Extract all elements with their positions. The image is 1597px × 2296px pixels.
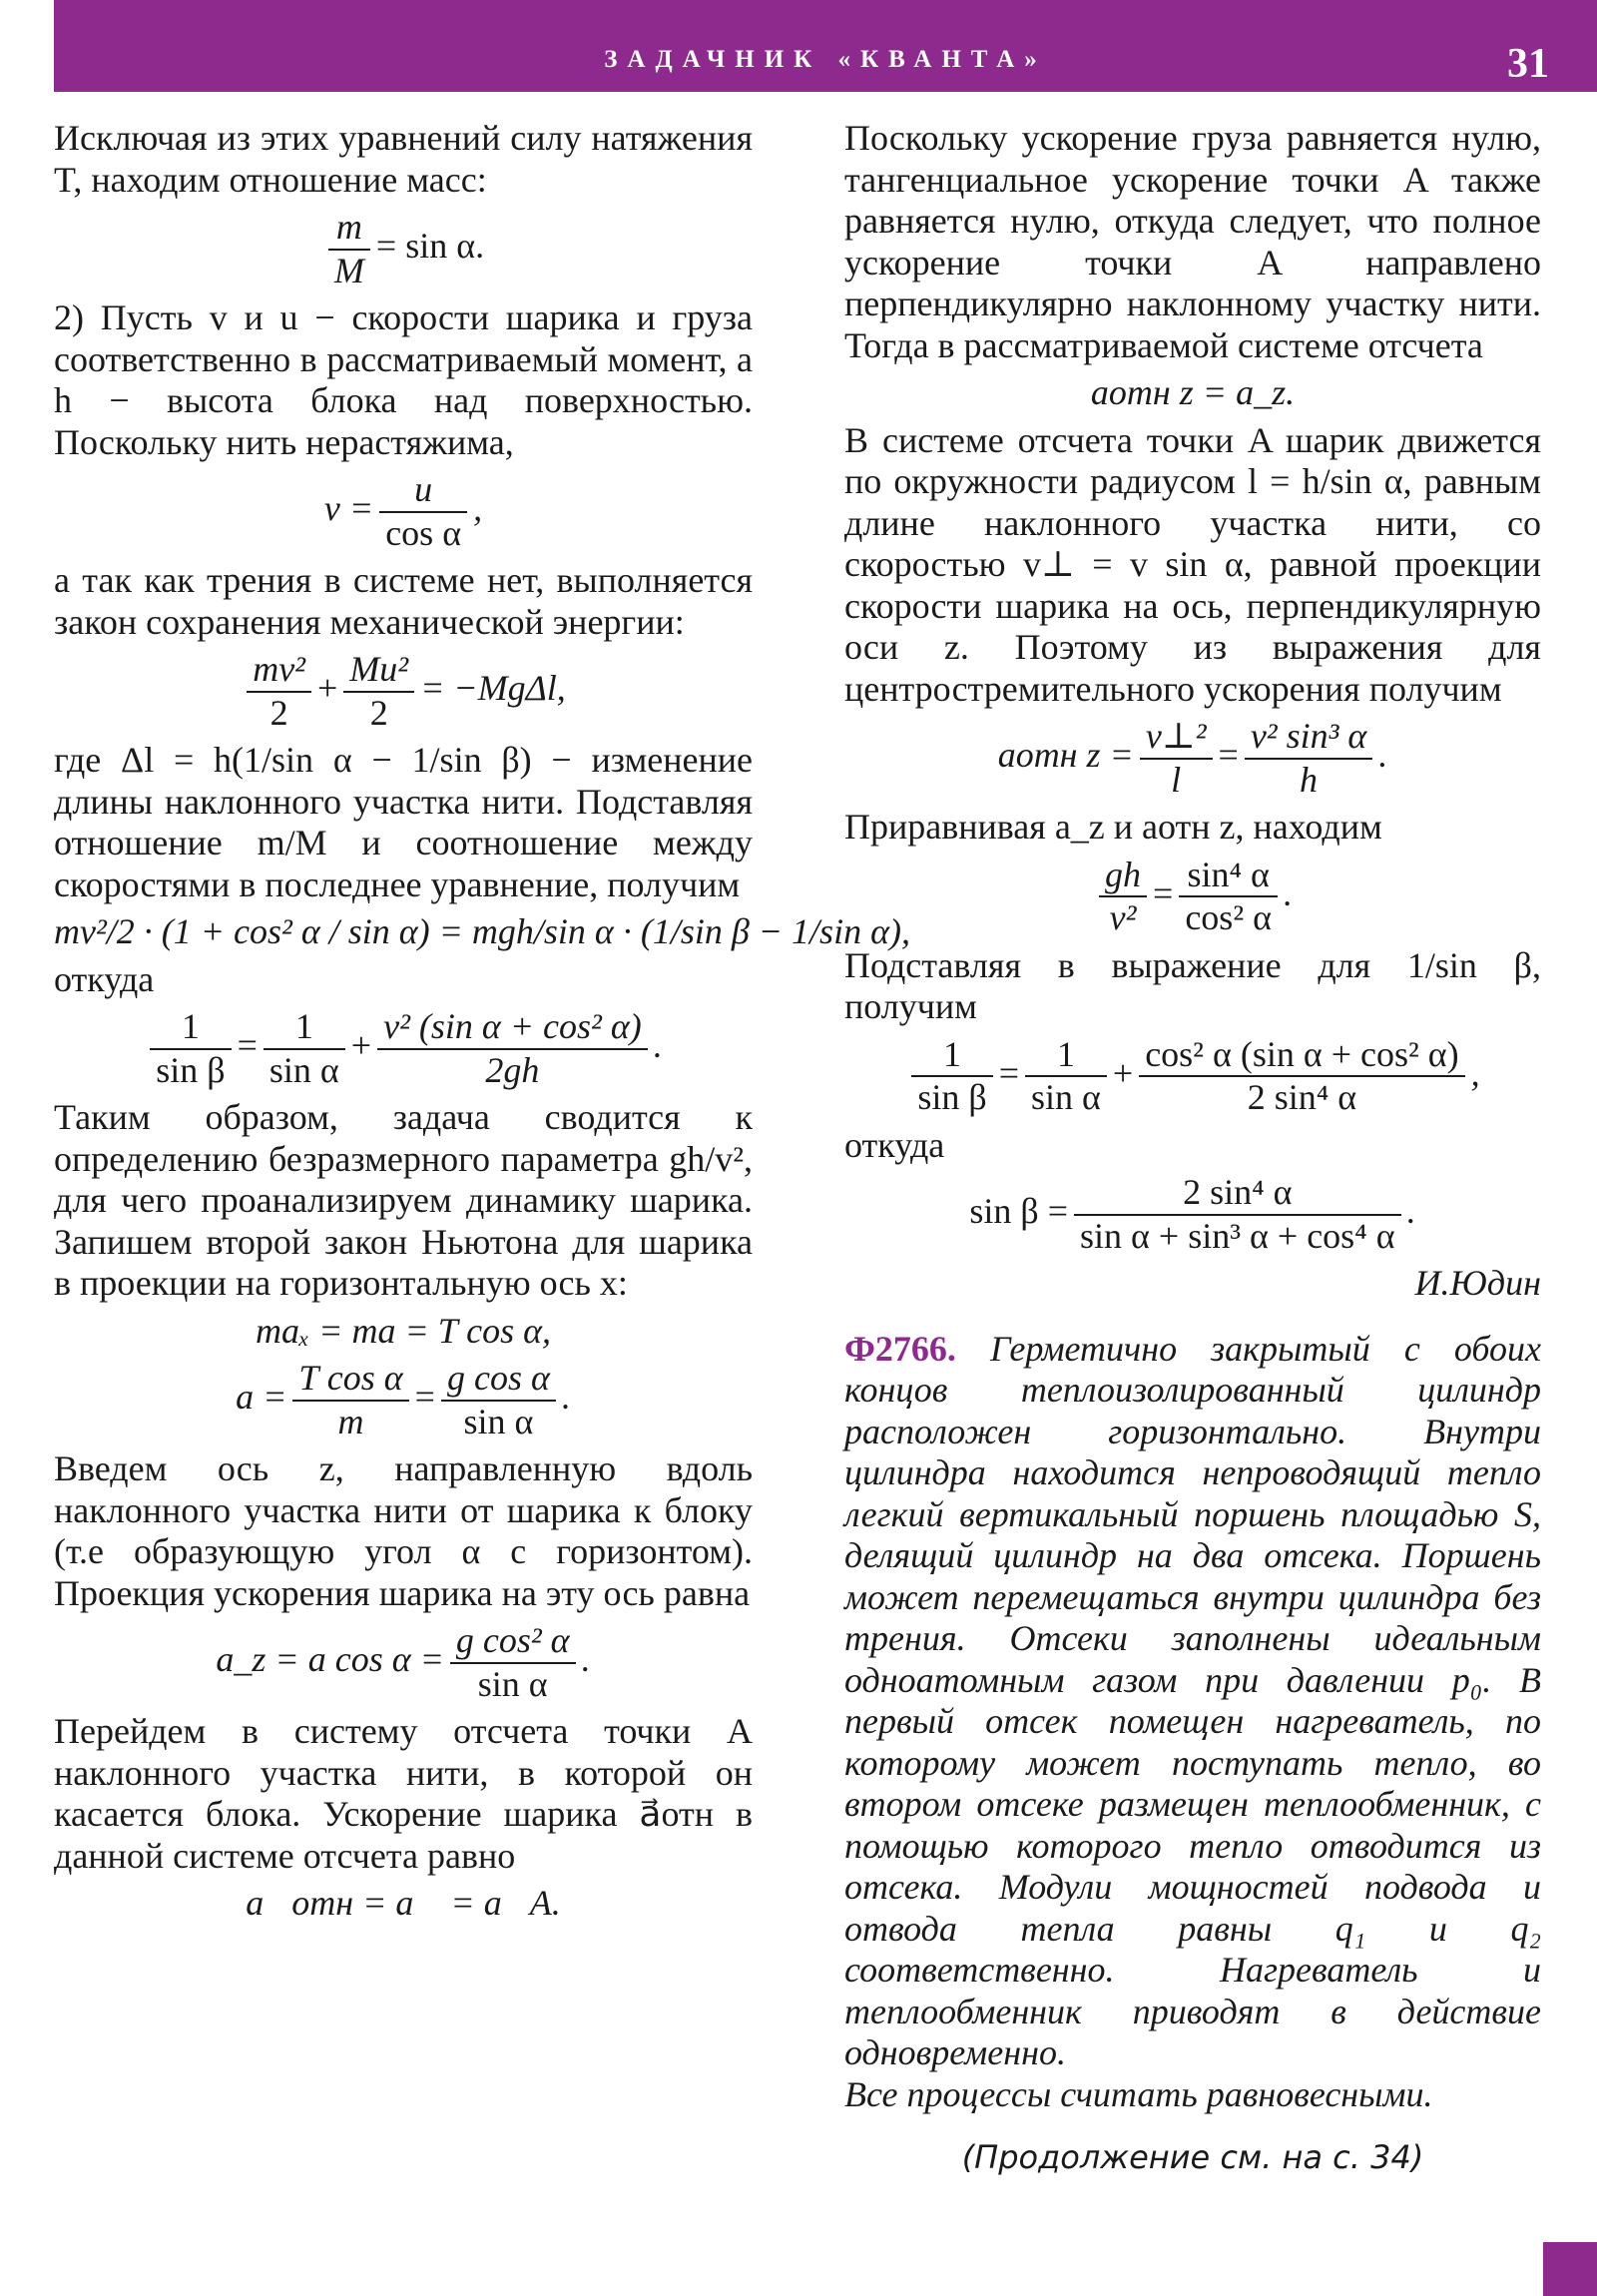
equation-substituted: mv²/2 · (1 + cos² α / sin α) = mgh/sin α · (1/sin β − 1/sin α), — [54, 911, 910, 951]
equation-sin-beta: $\frac{1}{\text{sin β}}$ = $\frac{1}{\text{sin α}}$ + $\frac{\text{v² (sin α + cos² α)}}{2gh}$ . — [54, 1006, 753, 1091]
paragraph: откуда — [844, 1124, 945, 1165]
paragraph: Таким образом, задача сводится к определению безразмерного параметра gh/v², для чего проанализируем динамику шарика. Запишем второй закон Ньютона для шарика в проекции на горизонтальную ось x: — [54, 1097, 753, 1303]
equation-relative-acceleration: a⃗отн = a⃗ = a⃗A. — [246, 1883, 561, 1923]
paragraph: Перейдем в систему отсчета точки A наклонного участка нити, в которой он касается блока. Ускорение шарика a⃗отн в данной системе отсчета равно — [54, 1711, 753, 1876]
problem-note: Все процессы считать равновесными. — [844, 2073, 1433, 2114]
problem-statement — [844, 1329, 1541, 2074]
paragraph: Подставляя в выражение для 1/sin β, получим — [844, 944, 1541, 1026]
paragraph: 2) Пусть v и u − скорости шарика и груза соответственно в рассматриваемый момент, а h − высота блока над поверхностью. Поскольку нить нерастяжима, — [54, 297, 753, 462]
author-signature: И.Юдин — [1414, 1263, 1541, 1303]
paragraph: Введем ось z, направленную вдоль наклонного участка нити от шарика к блоку (т.е образующую угол α с горизонтом). Проекция ускорения шарика на эту ось равна — [54, 1448, 753, 1613]
paragraph: Приравнивая a_z и aотн z, находим — [844, 807, 1382, 847]
equation-az: a_z = a cos α = $\frac{\text{g cos² α}}{\text{sin α}}$ . — [216, 1620, 591, 1704]
right-column — [844, 118, 1541, 2179]
page-header — [54, 0, 1597, 92]
page-corner-marker — [1543, 2242, 1597, 2296]
equation-acceleration: a = $\frac{\text{T cos α}}{m}$ = $\frac{\text{g cos α}}{\text{sin α}}$ . — [236, 1358, 571, 1441]
equation-centripetal: aотн z = $\frac{\text{v⊥²}}{l}$ = $\frac{\text{v² sin³ α}}{h}$ . — [997, 716, 1388, 800]
problem-text: Герметично закрытый с обоих концов теплоизолированный цилиндр расположен горизонтально. Внутри цилиндра находится непроводящий тепло легкий вертикальный поршень площадью S, делящий цилиндр на два отсека. Поршень может перемещаться внутри цилиндра без трения. Отсеки заполнены идеальным одноатомным газом при давлении p₀. В первый отсек помещен нагреватель, по которому может поступать тепло, во втором отсеке размещен теплообменник, с помощью которого тепло отводится из отсека. Модули мощностей подвода и отвода тепла равны q₁ и q₂ соответственно. Нагреватель и теплообменник приводят в действие одновременно. — [844, 1328, 1542, 2072]
paragraph: Поскольку ускорение груза равняется нулю, тангенциальное ускорение точки A также равняется нулю, откуда следует, что полное ускорение точки A направлено перпендикулярно наклонному участку нити. Тогда в рассматриваемой системе отсчета — [844, 118, 1541, 365]
problem-id: Ф2766. — [844, 1328, 956, 1369]
equation-gh-ratio: $\frac{gh}{\text{v²}}$ = $\frac{\text{sin⁴ α}}{\text{cos² α}}$ . — [844, 855, 1541, 939]
equation-mass-ratio: $\frac{m}{M}$ = sin α. — [54, 207, 753, 291]
paragraph: откуда — [54, 958, 155, 999]
equation-energy: $\frac{\text{mv²}}{2}$ + $\frac{\text{Mu²}}{2}$ = −MgΔl, — [54, 649, 753, 734]
paragraph: а так как трения в системе нет, выполняется закон сохранения механической энергии: — [54, 560, 753, 642]
paragraph: Исключая из этих уравнений силу натяжения T, находим отношение масс: — [54, 118, 753, 200]
paragraph: В системе отсчета точки A шарик движется по окружности радиусом l = h/sin α, равным длине наклонного участка нити, со скоростью v⊥ = v sin α, равной проекции скорости шарика на ось, перпендикулярную оси z. Поэтому из выражения для центростремительного ускорения получим — [844, 419, 1541, 709]
journal-section-title: ЗАДАЧНИК «КВАНТА» — [604, 46, 1047, 73]
equation-az-relative: aотн z = a_z. — [1090, 372, 1296, 412]
equation-final-sin-beta: sin β = $\frac{\text{2 sin⁴ α}}{\text{sin α + sin³ α + cos⁴ α}}$ . — [969, 1172, 1416, 1256]
continued-note: (Продолжение см. на с. 34) — [961, 2138, 1424, 2176]
equation-newton: maₓ = ma = T cos α, — [255, 1310, 552, 1351]
paragraph: где Δl = h(1/sin α − 1/sin β) − изменение длины наклонного участка нити. Подставляя отношение m/M и соотношение между скоростями в последнее уравнение, получим — [54, 740, 753, 904]
page-number: 31 — [1507, 41, 1549, 87]
equation-inverse-sin-beta: $\frac{1}{\text{sin β}}$ = $\frac{1}{\text{sin α}}$ + $\frac{\text{cos² α (sin α + cos² α)}}{\text{2 sin⁴ α}}$ , — [844, 1034, 1541, 1119]
equation-velocity: v = $\frac{u}{\text{cos α}}$ , — [323, 469, 483, 553]
